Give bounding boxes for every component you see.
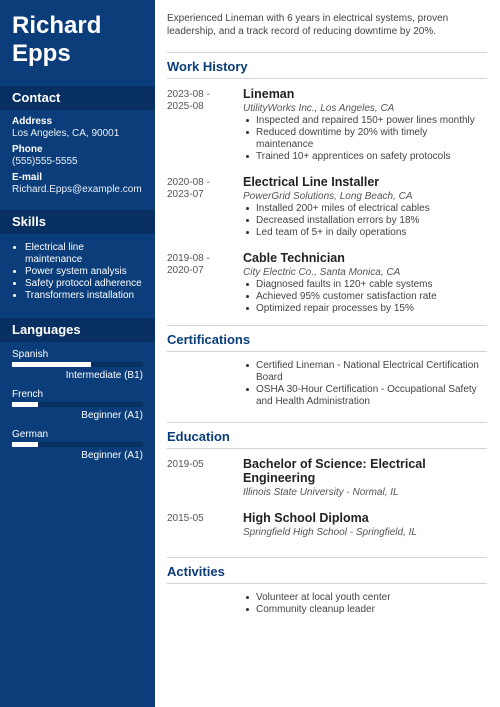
- language-item: [12, 429, 143, 462]
- bullet-item: Achieved 95% customer satisfaction rate: [243, 291, 487, 303]
- bullet-item: Community cleanup leader: [243, 604, 487, 616]
- education-entry: [167, 457, 487, 499]
- section-title: Education: [167, 422, 487, 449]
- bullet-item: Certified Lineman - National Electrical Certification Board: [243, 360, 487, 384]
- language-level: Beginner (A1): [81, 410, 143, 421]
- education-date: 2015-05: [167, 513, 204, 524]
- last-name: Epps: [12, 40, 71, 67]
- language-name: German: [12, 429, 49, 440]
- first-name: Richard: [12, 12, 102, 39]
- language-proficiency-bar: [12, 362, 143, 367]
- bullet-item: Optimized repair processes by 15%: [243, 303, 487, 315]
- email-value: Richard.Epps@example.com: [12, 184, 142, 195]
- skill-item: Power system analysis: [12, 266, 143, 278]
- skills-list: [0, 234, 155, 302]
- job-entry: [167, 87, 487, 163]
- certifications-section: [167, 325, 487, 408]
- degree: High School Diploma: [243, 511, 369, 525]
- main-content: [167, 0, 487, 616]
- bullet-item: OSHA 30-Hour Certification - Occupational Safety and Health Administration: [243, 384, 487, 408]
- languages-section: [0, 349, 155, 462]
- job-title: Electrical Line Installer: [243, 175, 380, 189]
- school: Illinois State University - Normal, IL: [243, 487, 399, 498]
- bullet-item: Installed 200+ miles of electrical cables: [243, 203, 487, 215]
- job-dates: 2023-08 - 2025-08: [167, 89, 210, 112]
- bullet-item: Volunteer at local youth center: [243, 592, 487, 604]
- phone-value: (555)555-5555: [12, 156, 78, 167]
- education-entry: [167, 511, 487, 539]
- phone-label: Phone: [12, 144, 43, 155]
- skill-item: Safety protocol adherence: [12, 278, 143, 290]
- job-bullets: [243, 203, 487, 239]
- language-proficiency-fill: [12, 442, 38, 447]
- activities-section: [167, 557, 487, 616]
- job-employer: City Electric Co., Santa Monica, CA: [243, 267, 401, 278]
- address-value: Los Angeles, CA, 90001: [12, 128, 120, 139]
- education-date: 2019-05: [167, 459, 204, 470]
- certification-list: [243, 360, 487, 408]
- section-title: Work History: [167, 52, 487, 79]
- language-name: Spanish: [12, 349, 49, 360]
- work-history-section: [167, 52, 487, 315]
- sidebar: [0, 0, 155, 707]
- certification-entry: [167, 360, 487, 408]
- languages-heading: Languages: [0, 318, 155, 342]
- language-item: [12, 349, 143, 382]
- bullet-item: Led team of 5+ in daily operations: [243, 227, 487, 239]
- contact-heading: Contact: [0, 86, 155, 110]
- skills-heading: Skills: [0, 210, 155, 234]
- email-label: E-mail: [12, 172, 43, 183]
- skill-item: Electrical line maintenance: [12, 242, 143, 266]
- language-proficiency-fill: [12, 362, 91, 367]
- job-title: Cable Technician: [243, 251, 345, 265]
- degree: Bachelor of Science: Electrical Engineering: [243, 457, 426, 485]
- bullet-item: Reduced downtime by 20% with timely maintenance: [243, 127, 487, 151]
- education-section: [167, 422, 487, 539]
- bullet-item: Inspected and repaired 150+ power lines monthly: [243, 115, 487, 127]
- section-title: Certifications: [167, 325, 487, 352]
- job-dates: 2019-08 - 2020-07: [167, 253, 210, 276]
- job-bullets: [243, 115, 487, 163]
- job-entry: [167, 251, 487, 315]
- contact-section: [0, 110, 155, 196]
- job-entry: [167, 175, 487, 239]
- job-employer: PowerGrid Solutions, Long Beach, CA: [243, 191, 413, 202]
- skill-item: Transformers installation: [12, 290, 143, 302]
- address-label: Address: [12, 116, 53, 127]
- job-employer: UtilityWorks Inc., Los Angeles, CA: [243, 103, 395, 114]
- job-dates: 2020-08 - 2023-07: [167, 177, 210, 200]
- professional-summary: Experienced Lineman with 6 years in electrical systems, proven leadership, and a track record of reducing downtime by 20%.: [167, 13, 449, 37]
- job-bullets: [243, 279, 487, 315]
- bullet-item: Trained 10+ apprentices on safety protocols: [243, 151, 487, 163]
- candidate-name: [0, 0, 155, 68]
- activities-entry: [167, 592, 487, 616]
- section-title: Activities: [167, 557, 487, 584]
- bullet-item: Decreased installation errors by 18%: [243, 215, 487, 227]
- language-level: Intermediate (B1): [65, 370, 143, 381]
- language-proficiency-bar: [12, 442, 143, 447]
- job-title: Lineman: [243, 87, 295, 101]
- school: Springfield High School - Springfield, IL: [243, 527, 417, 538]
- language-name: French: [12, 389, 44, 400]
- activities-list: [243, 592, 487, 616]
- bullet-item: Diagnosed faults in 120+ cable systems: [243, 279, 487, 291]
- language-item: [12, 389, 143, 422]
- language-proficiency-fill: [12, 402, 38, 407]
- language-level: Beginner (A1): [81, 450, 143, 461]
- language-proficiency-bar: [12, 402, 143, 407]
